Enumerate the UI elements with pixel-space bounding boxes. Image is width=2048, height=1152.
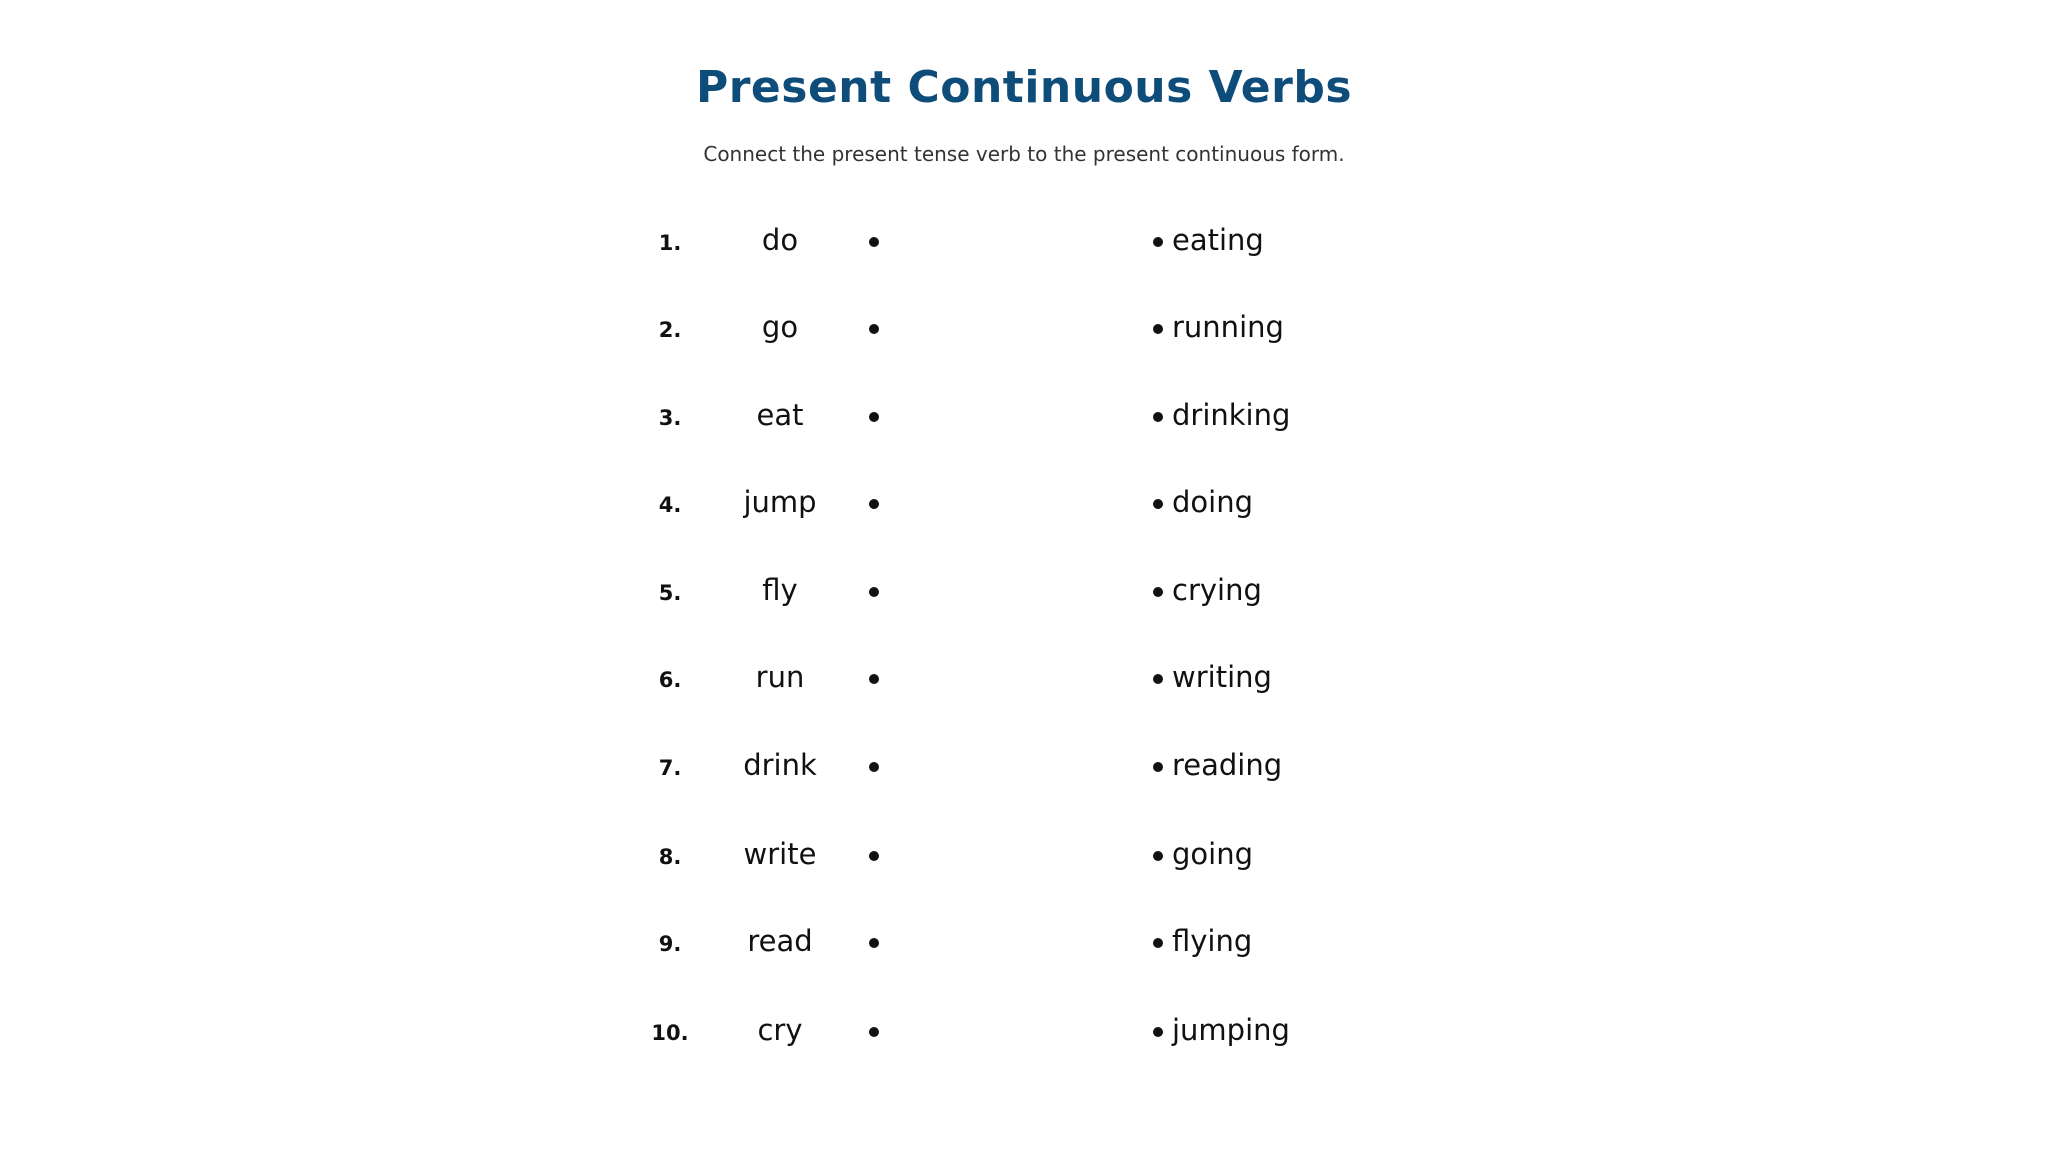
worksheet-title: Present Continuous Verbs <box>695 62 1353 113</box>
right-connector-dot[interactable] <box>1153 851 1163 861</box>
left-connector-dot[interactable] <box>869 851 879 861</box>
left-connector-dot[interactable] <box>869 674 879 684</box>
continuous-form: jumping <box>1172 1013 1290 1047</box>
continuous-form: running <box>1172 310 1284 344</box>
right-connector-dot[interactable] <box>1153 674 1163 684</box>
continuous-form: reading <box>1172 748 1283 782</box>
right-connector-dot[interactable] <box>1153 938 1163 948</box>
left-connector-dot[interactable] <box>869 938 879 948</box>
worksheet-instructions: Connect the present tense verb to the present continuous form. <box>703 142 1345 166</box>
present-verb: run <box>755 660 805 694</box>
left-connector-dot[interactable] <box>869 1027 879 1037</box>
item-number: 7. <box>658 756 682 780</box>
match-row-9 <box>0 919 2048 969</box>
continuous-form: doing <box>1172 485 1253 519</box>
present-verb: eat <box>756 398 804 432</box>
item-number: 3. <box>658 406 682 430</box>
right-connector-dot[interactable] <box>1153 1027 1163 1037</box>
present-verb: cry <box>757 1013 803 1047</box>
match-row-4 <box>0 480 2048 530</box>
present-verb: drink <box>743 748 817 782</box>
left-connector-dot[interactable] <box>869 412 879 422</box>
left-connector-dot[interactable] <box>869 499 879 509</box>
continuous-form: eating <box>1172 223 1264 257</box>
right-connector-dot[interactable] <box>1153 499 1163 509</box>
continuous-form: going <box>1172 837 1253 871</box>
present-verb: read <box>747 924 813 958</box>
continuous-form: crying <box>1172 573 1262 607</box>
item-number: 1. <box>658 231 682 255</box>
right-connector-dot[interactable] <box>1153 412 1163 422</box>
right-connector-dot[interactable] <box>1153 762 1163 772</box>
item-number: 2. <box>658 318 682 342</box>
continuous-form: drinking <box>1172 398 1291 432</box>
present-verb: fly <box>762 573 798 607</box>
left-connector-dot[interactable] <box>869 324 879 334</box>
item-number: 4. <box>658 493 682 517</box>
continuous-form: writing <box>1172 660 1272 694</box>
left-connector-dot[interactable] <box>869 237 879 247</box>
match-row-7 <box>0 743 2048 793</box>
item-number: 9. <box>658 932 682 956</box>
match-row-8 <box>0 832 2048 882</box>
right-connector-dot[interactable] <box>1153 237 1163 247</box>
match-row-3 <box>0 393 2048 443</box>
match-row-10 <box>0 1008 2048 1058</box>
match-row-1 <box>0 218 2048 268</box>
left-connector-dot[interactable] <box>869 762 879 772</box>
item-number: 8. <box>658 845 682 869</box>
match-row-5 <box>0 568 2048 618</box>
match-row-6 <box>0 655 2048 705</box>
item-number: 6. <box>658 668 682 692</box>
match-row-2 <box>0 305 2048 355</box>
item-number: 5. <box>658 581 682 605</box>
right-connector-dot[interactable] <box>1153 587 1163 597</box>
present-verb: write <box>743 837 817 871</box>
continuous-form: flying <box>1172 924 1253 958</box>
present-verb: go <box>761 310 799 344</box>
left-connector-dot[interactable] <box>869 587 879 597</box>
item-number: 10. <box>651 1021 689 1045</box>
present-verb: jump <box>743 485 817 519</box>
present-verb: do <box>761 223 799 257</box>
right-connector-dot[interactable] <box>1153 324 1163 334</box>
